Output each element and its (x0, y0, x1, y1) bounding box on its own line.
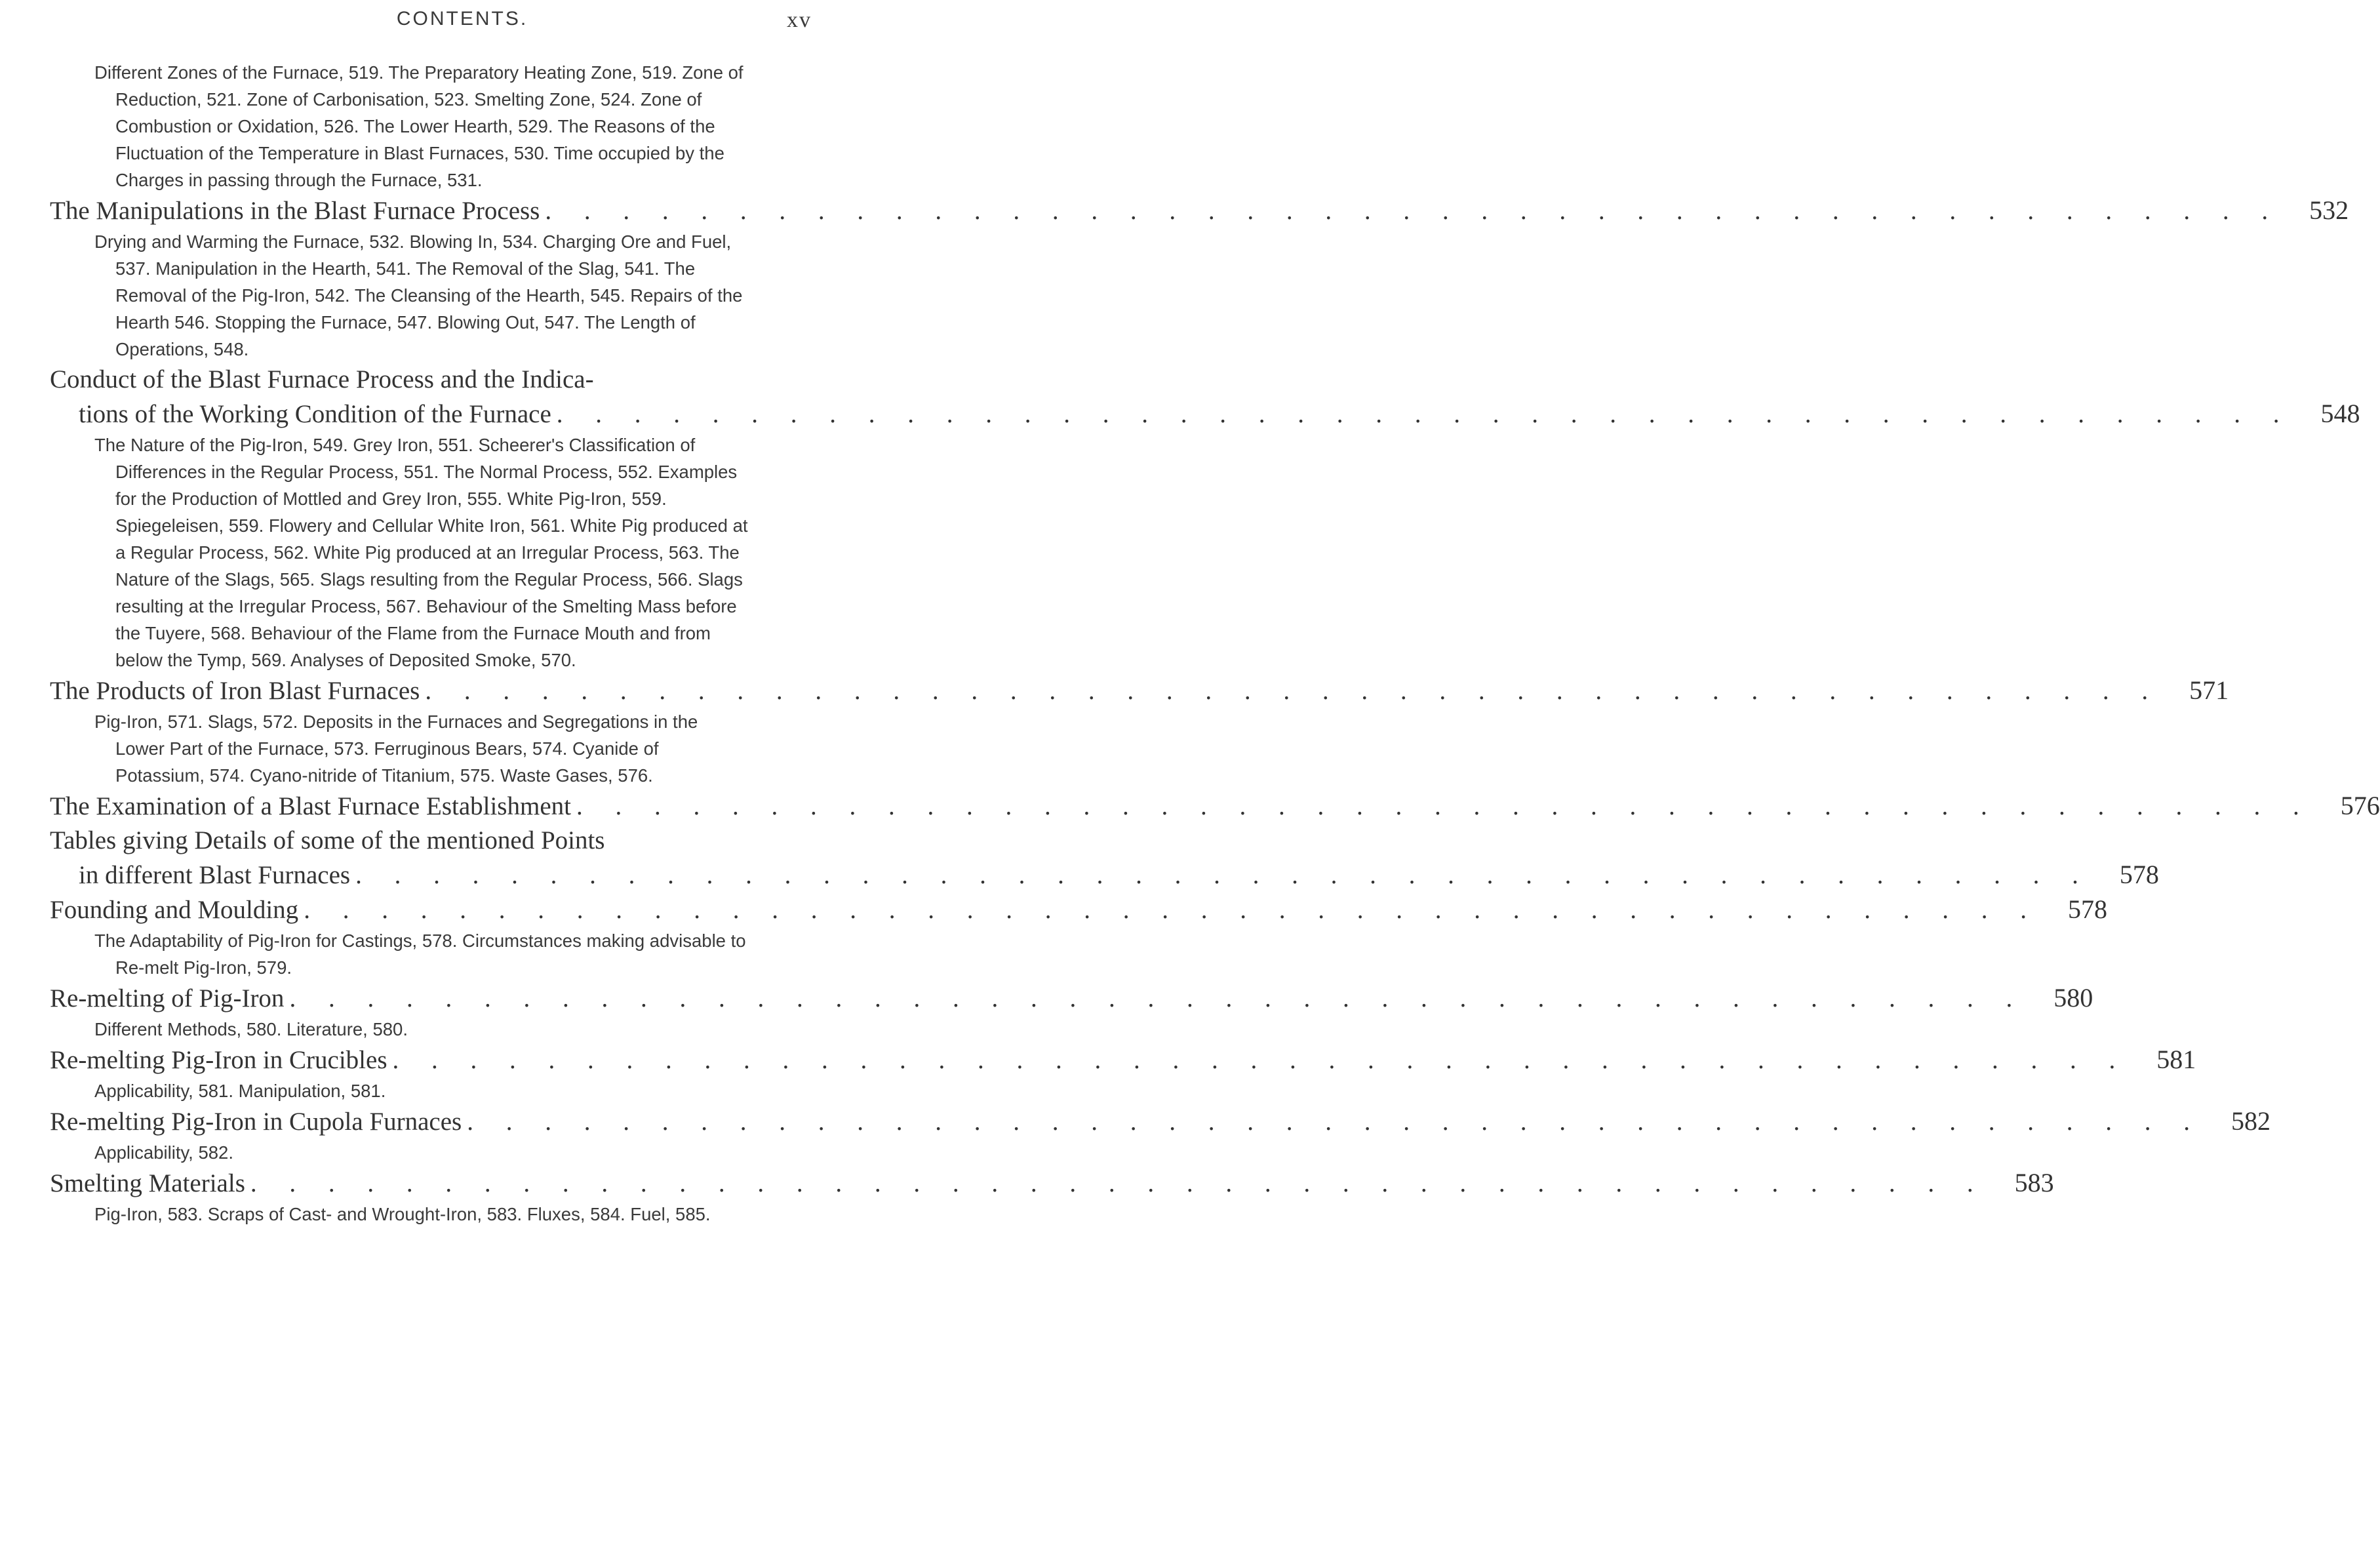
entry-detail: The Adaptability of Pig-Iron for Castings, 578. Circumstances making advisable to Re-melt Pig-Iron, 579. (94, 931, 746, 978)
running-title: CONTENTS. (396, 8, 528, 30)
toc-entry (0, 1166, 2054, 1228)
entry-page: 578 (2067, 894, 2107, 924)
entry-title: The Examination of a Blast Furnace Establishment (50, 792, 571, 820)
toc-entry (0, 673, 2229, 789)
entry-heading (0, 1166, 2054, 1201)
entry-detail: Different Zones of the Furnace, 519. The Preparatory Heating Zone, 519. Zone of Reduction, 521. Zone of Carbonisation, 523. Smelting Zone, 524. Zone of Combustion or Oxidation, 526. The Lower Hearth, 529. The Reasons of the Fluctuation of the Temperature in Blast Furnaces, 530. Time occupied by the Charges in passing through the Furnace, 531. (94, 62, 744, 190)
entry-detail: Pig-Iron, 571. Slags, 572. Deposits in the Furnaces and Segregations in the Lower Part of the Furnace, 573. Ferruginous Bears, 574. Cyanide of Potassium, 574. Cyano-nitride of Titanium, 575. Waste Gases, 576. (94, 711, 698, 786)
entry-title-cont: in different Blast Furnaces (79, 861, 351, 889)
entry-page: 532 (2309, 195, 2349, 225)
dot-leader: . . . . . . . . . . . . . . . . . . . . . . . . . . . . . . . . . . . . . . . . . . . . . (545, 197, 2282, 225)
dot-leader: . . . . . . . . . . . . . . . . . . . . . . . . . . . . . . . . . . . . . . . . . . . . . (425, 677, 2162, 705)
entry-page: 571 (2189, 675, 2229, 705)
entry-page: 581 (2156, 1045, 2196, 1074)
entry-detail: Applicability, 581. Manipulation, 581. (94, 1081, 386, 1101)
entry-title-cont: tions of the Working Condition of the Furnace (79, 400, 551, 428)
entry-page: 580 (2053, 983, 2093, 1012)
entry-page: 548 (2320, 399, 2360, 428)
dot-leader: . . . . . . . . . . . . . . . . . . . . . . . . . . . . . . . . . . . . . . . . . . . . . (250, 1169, 1987, 1197)
dot-leader: . . . . . . . . . . . . . . . . . . . . . . . . . . . . . . . . . . . . . . . . . . . . . (392, 1046, 2129, 1074)
running-head (0, 8, 924, 34)
dot-leader: . . . . . . . . . . . . . . . . . . . . . . . . . . . . . . . . . . . . . . . . . . . . . (304, 896, 2040, 924)
entry-heading (0, 193, 2349, 228)
entry-page: 578 (2119, 860, 2159, 889)
entry-detail: The Nature of the Pig-Iron, 549. Grey Iron, 551. Scheerer's Classification of Differences in the Regular Process, 551. The Normal Process, 552. Examples for the Production of Mottled and Grey Iron, 555. White Pig-Iron, 559. Spiegeleisen, 559. Flowery and Cellular White Iron, 561. White Pig produced at a Regular Process, 562. White Pig produced at an Irregular Process, 563. The Nature of the Slags, 565. Slags resulting from the Regular Process, 566. Slags resulting at the Irregular Process, 567. Behaviour of the Smelting Mass before the Tuyere, 568. Behaviour of the Flame from the Furnace Mouth and from below the Tymp, 569. Analyses of Deposited Smoke, 570. (94, 435, 748, 670)
entry-heading (0, 892, 2107, 927)
entry-detail: Drying and Warming the Furnace, 532. Blowing In, 534. Charging Ore and Fuel, 537. Manipulation in the Hearth, 541. The Removal of the Slag, 541. The Removal of the Pig-Iron, 542. The Cleansing of the Hearth, 545. Repairs of the Hearth 546. Stopping the Furnace, 547. Blowing Out, 547. The Length of Operations, 548. (94, 231, 743, 359)
entry-page: 583 (2014, 1168, 2054, 1197)
entry-title: Re-melting of Pig-Iron (50, 984, 285, 1012)
entry-title: Smelting Materials (50, 1169, 245, 1197)
entry-heading (0, 673, 2229, 708)
entry-heading (0, 981, 2093, 1016)
entry-title: Founding and Moulding (50, 896, 299, 924)
page-number: xv (787, 8, 812, 32)
dot-leader: . . . . . . . . . . . . . . . . . . . . . . . . . . . . . . . . . . . . . . . . . . . . . (576, 792, 2312, 820)
toc-entry (0, 1104, 2271, 1166)
entry-heading (0, 824, 2159, 892)
toc-entry (0, 892, 2107, 981)
toc-entry (0, 1043, 2196, 1104)
entry-detail: Different Methods, 580. Literature, 580. (94, 1019, 408, 1039)
table-of-contents (0, 59, 2380, 1228)
entry-detail: Pig-Iron, 583. Scraps of Cast- and Wrought-Iron, 583. Fluxes, 584. Fuel, 585. (94, 1204, 711, 1224)
toc-entry (0, 789, 2380, 824)
entry-title: Tables giving Details of some of the mentioned Points (50, 826, 605, 854)
entry-page: 576 (2340, 791, 2380, 820)
entry-page: 582 (2231, 1106, 2271, 1136)
toc-entry (0, 824, 2159, 892)
dot-leader: . . . . . . . . . . . . . . . . . . . . . . . . . . . . . . . . . . . . . . . . . . . . . (556, 400, 2293, 428)
dot-leader: . . . . . . . . . . . . . . . . . . . . . . . . . . . . . . . . . . . . . . . . . . . . . (467, 1108, 2203, 1136)
toc-entry (0, 193, 2349, 363)
entry-detail: Applicability, 582. (94, 1142, 233, 1163)
dot-leader: . . . . . . . . . . . . . . . . . . . . . . . . . . . . . . . . . . . . . . . . . . . . . (289, 984, 2026, 1012)
toc-entry (0, 981, 2093, 1043)
entry-title: The Products of Iron Blast Furnaces (50, 677, 420, 705)
dot-leader: . . . . . . . . . . . . . . . . . . . . . . . . . . . . . . . . . . . . . . . . . . . . . (355, 861, 2092, 889)
entry-title: Re-melting Pig-Iron in Cupola Furnaces (50, 1108, 462, 1136)
toc-entry (0, 363, 2360, 673)
entry-heading (0, 1043, 2196, 1077)
entry-heading (0, 789, 2380, 824)
entry-title: Conduct of the Blast Furnace Process and the Indica- (50, 365, 594, 393)
entry-heading (0, 363, 2360, 431)
entry-heading (0, 1104, 2271, 1139)
entry-title: Re-melting Pig-Iron in Crucibles (50, 1046, 387, 1074)
entry-title: The Manipulations in the Blast Furnace Process (50, 197, 540, 225)
toc-entry-continuation (0, 59, 924, 193)
